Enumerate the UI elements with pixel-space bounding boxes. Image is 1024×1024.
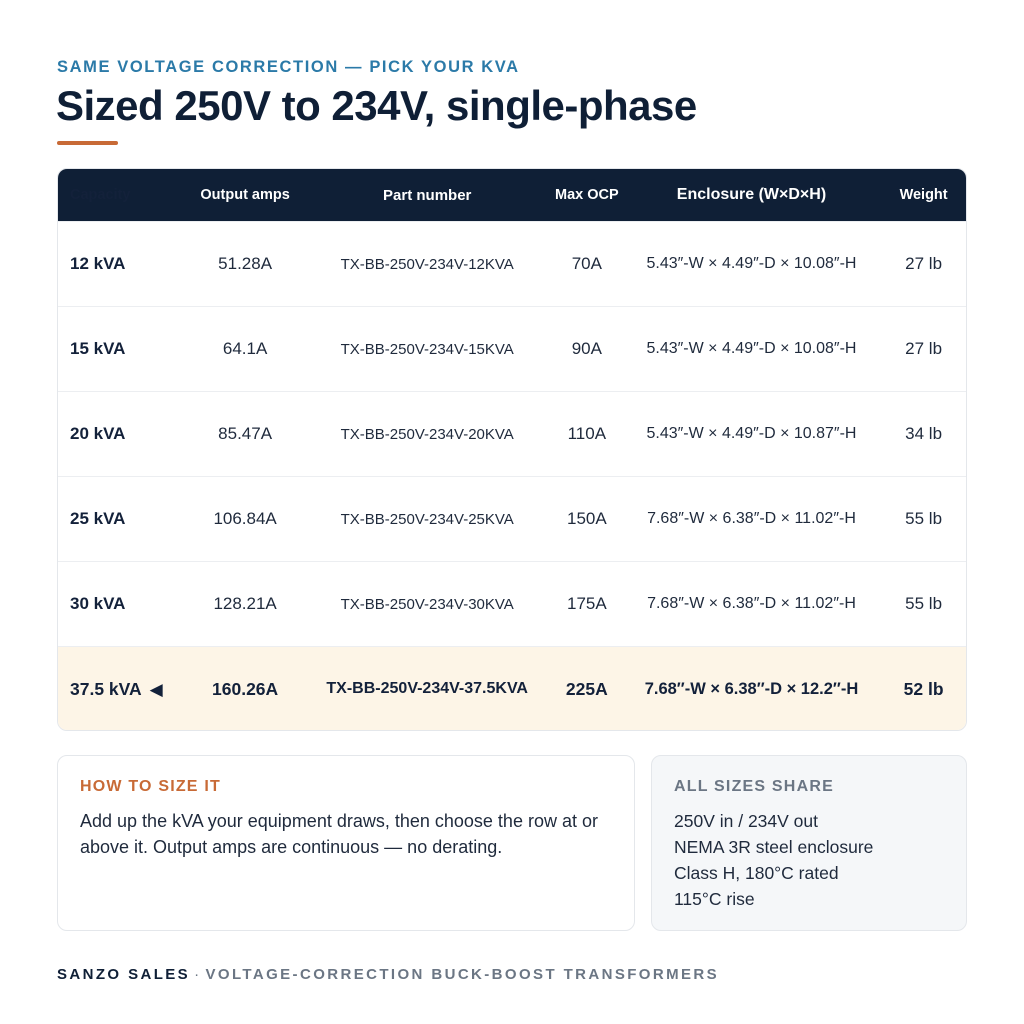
cell-weight: 27 lb [905, 254, 943, 273]
cell-part-number: TX-BB-250V-234V-30KVA [340, 595, 514, 613]
cell-capacity [58, 679, 188, 700]
column-header-output-amps: Output amps [200, 187, 290, 203]
shared-specs-label: ALL SIZES SHARE [674, 778, 834, 795]
cell-part-number: TX-BB-250V-234V-20KVA [340, 425, 514, 443]
column-header-enclosure: Enclosure (W×D×H) [676, 186, 827, 203]
spec-item: NEMA 3R steel enclosure [674, 837, 874, 857]
table-row[interactable] [58, 391, 966, 476]
how-to-size-text: Add up the kVA your equipment draws, then choose the row at or above it. Output amps are continuous — no derating. [80, 811, 598, 857]
cell-weight: 27 lb [905, 339, 943, 358]
table-row[interactable] [58, 306, 966, 391]
cell-enclosure: 7.68″-W × 6.38″-D × 11.02″-H [647, 595, 856, 612]
cell-output-amps: 85.47A [218, 424, 273, 443]
cell-output-amps: 51.28A [218, 254, 273, 273]
column-header-weight: Weight [899, 187, 948, 203]
cell-part-number: TX-BB-250V-234V-37.5KVA [326, 680, 528, 697]
cell-enclosure: 7.68″-W × 6.38″-D × 12.2″-H [644, 679, 859, 698]
cell-weight: 52 lb [903, 678, 944, 699]
column-header-max-ocp: Max OCP [555, 187, 619, 203]
spec-item: 115°C rise [674, 889, 755, 909]
cell-enclosure: 7.68″-W × 6.38″-D × 11.02″-H [647, 510, 856, 527]
cell-output-amps: 64.1A [222, 339, 268, 358]
column-header-part-number: Part number [383, 186, 472, 204]
cell-max-ocp: 90A [571, 339, 602, 358]
cell-max-ocp: 175A [566, 594, 607, 613]
table-row[interactable] [58, 476, 966, 561]
cell-capacity: 25 kVA [70, 509, 126, 528]
cell-capacity: 30 kVA [70, 594, 126, 613]
cell-weight: 34 lb [905, 424, 943, 443]
sizing-table [57, 168, 967, 731]
how-to-size-label: HOW TO SIZE IT [80, 778, 221, 795]
cell-max-ocp: 110A [567, 424, 607, 443]
footer-brand: SANZO SALES [57, 966, 191, 983]
spec-item: 250V in / 234V out [674, 811, 818, 831]
page-title: Sized 250V to 234V, single-phase [56, 82, 697, 129]
shared-specs-list [674, 808, 944, 912]
title-underline [57, 141, 118, 145]
cell-weight: 55 lb [905, 509, 943, 528]
cell-part-number: TX-BB-250V-234V-15KVA [340, 340, 514, 358]
cell-max-ocp: 225A [565, 678, 608, 699]
cell-output-amps: 128.21A [213, 594, 277, 613]
cell-part-number: TX-BB-250V-234V-12KVA [340, 255, 514, 273]
footer-tagline: VOLTAGE-CORRECTION BUCK-BOOST TRANSFORMERS [205, 966, 720, 983]
selected-row-marker-icon: ◀ [149, 679, 163, 699]
table-header [58, 169, 966, 221]
footer-separator: · [194, 966, 202, 983]
cell-capacity: 15 kVA [70, 339, 126, 358]
spec-item: Class H, 180°C rated [674, 863, 839, 883]
footer [57, 966, 719, 983]
how-to-size-card [57, 755, 635, 931]
shared-specs-card [651, 755, 967, 931]
table-row[interactable] [58, 221, 966, 306]
eyebrow-label: SAME VOLTAGE CORRECTION — PICK YOUR KVA [57, 58, 520, 76]
cell-enclosure: 5.43″-W × 4.49″-D × 10.08″-H [646, 255, 857, 272]
table-row-highlighted[interactable] [58, 646, 966, 731]
cell-capacity: 12 kVA [70, 254, 126, 273]
cell-output-amps: 106.84A [213, 509, 277, 528]
cell-output-amps: 160.26A [212, 678, 279, 699]
cell-weight: 55 lb [905, 594, 943, 613]
cell-capacity: 20 kVA [70, 424, 126, 443]
cell-max-ocp: 150A [566, 509, 607, 528]
column-header-capacity: Capacity [70, 187, 131, 203]
cell-max-ocp: 70A [571, 254, 602, 273]
table-row[interactable] [58, 561, 966, 646]
cell-enclosure: 5.43″-W × 4.49″-D × 10.08″-H [646, 340, 857, 357]
cell-capacity-value: 37.5 kVA [70, 678, 142, 699]
cell-part-number: TX-BB-250V-234V-25KVA [340, 510, 514, 528]
cell-enclosure: 5.43″-W × 4.49″-D × 10.87″-H [646, 425, 857, 442]
